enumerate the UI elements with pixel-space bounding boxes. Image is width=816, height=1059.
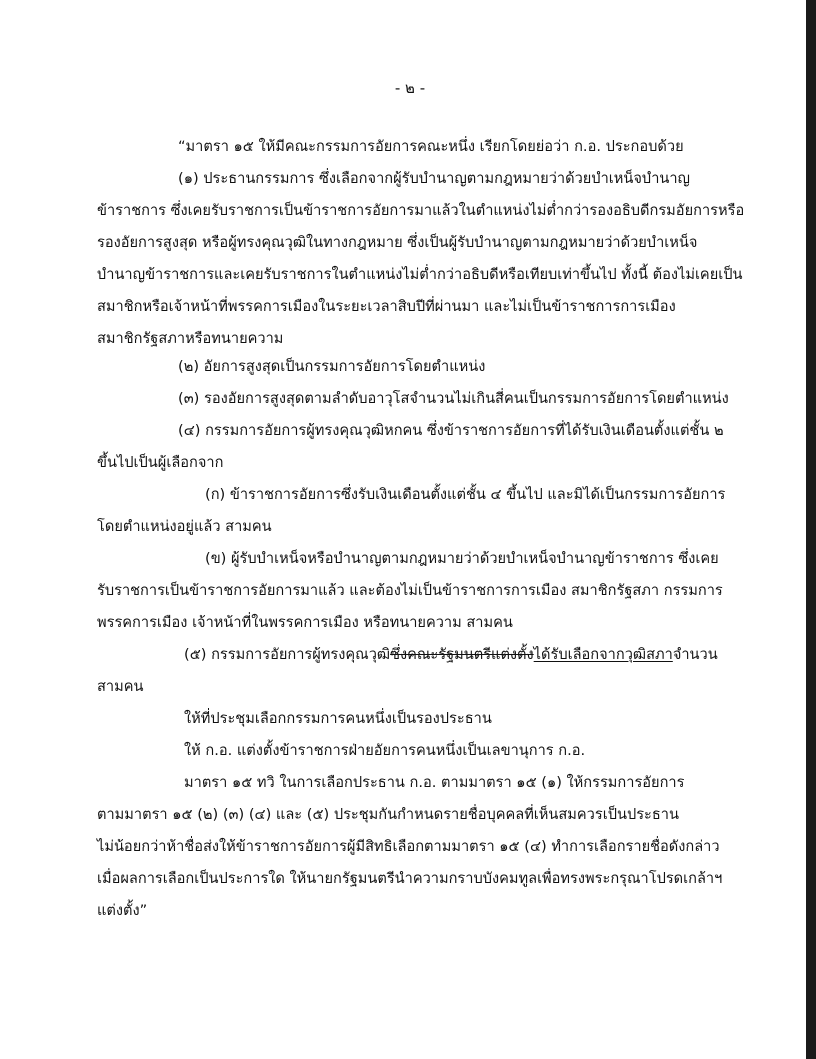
clause-1-line-6: สมาชิกรัฐสภาหรือทนายความ (97, 330, 284, 347)
vice-chair-paragraph: ให้ที่ประชุมเลือกกรรมการคนหนึ่งเป็นรองประธาน (184, 710, 492, 727)
clause-1-line-2: ข้าราชการ ซึ่งเคยรับราชการเป็นข้าราชการอัยการมาแล้วในตำแหน่งไม่ต่ำกว่ารองอธิบดีกรมอัยการหรือ (97, 202, 745, 219)
clause-1-line-1: (๑) ประธานกรรมการ ซึ่งเลือกจากผู้รับบำนาญตามกฎหมายว่าด้วยบำเหน็จบำนาญ (178, 170, 690, 187)
secretary-paragraph: ให้ ก.อ. แต่งตั้งข้าราชการฝ่ายอัยการคนหนึ่งเป็นเลขานุการ ก.อ. (184, 742, 586, 759)
subclause-b-line-2: รับราชการเป็นข้าราชการอัยการมาแล้ว และต้องไม่เป็นข้าราชการการเมือง สมาชิกรัฐสภา กรรมการ (97, 582, 723, 599)
subclause-b-line-3: พรรคการเมือง เจ้าหน้าที่ในพรรคการเมือง หรือทนายความ สามคน (97, 614, 513, 631)
section-15-bis-line-2: ตามมาตรา ๑๕ (๒) (๓) (๔) และ (๕) ประชุมกันกำหนดรายชื่อบุคคลที่เห็นสมควรเป็นประธาน (97, 806, 679, 823)
page-number: - ๒ - (394, 79, 426, 97)
clause-5-line-1 (184, 645, 718, 665)
scan-border (806, 0, 816, 1059)
clause-4-line-1: (๔) กรรมการอัยการผู้ทรงคุณวุฒิหกคน ซึ่งข้าราชการอัยการที่ได้รับเงินเดือนตั้งแต่ชั้น ๒ (178, 422, 724, 439)
clause-1-line-4: บำนาญข้าราชการและเคยรับราชการในตำแหน่งไม่ต่ำกว่าอธิบดีหรือเทียบเท่าขึ้นไป ทั้งนี้ ต้องไม่เคยเป็น (97, 266, 743, 283)
subclause-a-line-2: โดยตำแหน่งอยู่แล้ว สามคน (97, 518, 272, 535)
clause-5-line-2: สามคน (97, 678, 144, 695)
section-15-bis-line-4: เมื่อผลการเลือกเป็นประการใด ให้นายกรัฐมนตรีนำความกราบบังคมทูลเพื่อทรงพระกรุณาโปรดเกล้าฯ (97, 870, 723, 887)
section-15-bis-line-3: ไม่น้อยกว่าห้าชื่อส่งให้ข้าราชการอัยการผู้มีสิทธิเลือกตามมาตรา ๑๕ (๔) ทำการเลือกรายชื่อดังกล่าว (97, 838, 720, 855)
clause-4-line-2: ขึ้นไปเป็นผู้เลือกจาก (97, 454, 224, 471)
section-15-bis-line-1: มาตรา ๑๕ ทวิ ในการเลือกประธาน ก.อ. ตามมาตรา ๑๕ (๑) ให้กรรมการอัยการ (184, 774, 685, 791)
section-15-intro: “มาตรา ๑๕ ให้มีคณะกรรมการอัยการคณะหนึ่ง เรียกโดยย่อว่า ก.อ. ประกอบด้วย (178, 138, 684, 155)
clause-5-text: (๕) กรรมการอัยการผู้ทรงคุณวุฒิ (184, 646, 391, 663)
subclause-b-line-1: (ข) ผู้รับบำเหน็จหรือบำนาญตามกฎหมายว่าด้วยบำเหน็จบำนาญข้าราชการ ซึ่งเคย (205, 550, 719, 567)
subclause-a-line-1: (ก) ข้าราชการอัยการซึ่งรับเงินเดือนตั้งแต่ชั้น ๔ ขึ้นไป และมิได้เป็นกรรมการอัยการ (205, 486, 726, 503)
clause-2: (๒) อัยการสูงสุดเป็นกรรมการอัยการโดยตำแหน่ง (178, 358, 486, 375)
clause-1-line-5: สมาชิกหรือเจ้าหน้าที่พรรคการเมืองในระยะเวลาสิบปีที่ผ่านมา และไม่เป็นข้าราชการการเมือง (97, 298, 676, 315)
clause-1-line-3: รองอัยการสูงสุด หรือผู้ทรงคุณวุฒิในทางกฎหมาย ซึ่งเป็นผู้รับบำนาญตามกฎหมายว่าด้วยบำเหน็จ (97, 234, 698, 251)
clause-3: (๓) รองอัยการสูงสุดตามลำดับอาวุโสจำนวนไม่เกินสี่คนเป็นกรรมการอัยการโดยตำแหน่ง (178, 390, 729, 407)
section-15-bis-line-5: แต่งตั้ง” (97, 902, 148, 919)
clause-5-suffix: จำนวน (672, 646, 718, 663)
struck-text: ซึ่งคณะรัฐมนตรีแต่งตั้ง (390, 646, 534, 663)
amended-text: ได้รับเลือกจากวุฒิสภา (533, 646, 673, 663)
